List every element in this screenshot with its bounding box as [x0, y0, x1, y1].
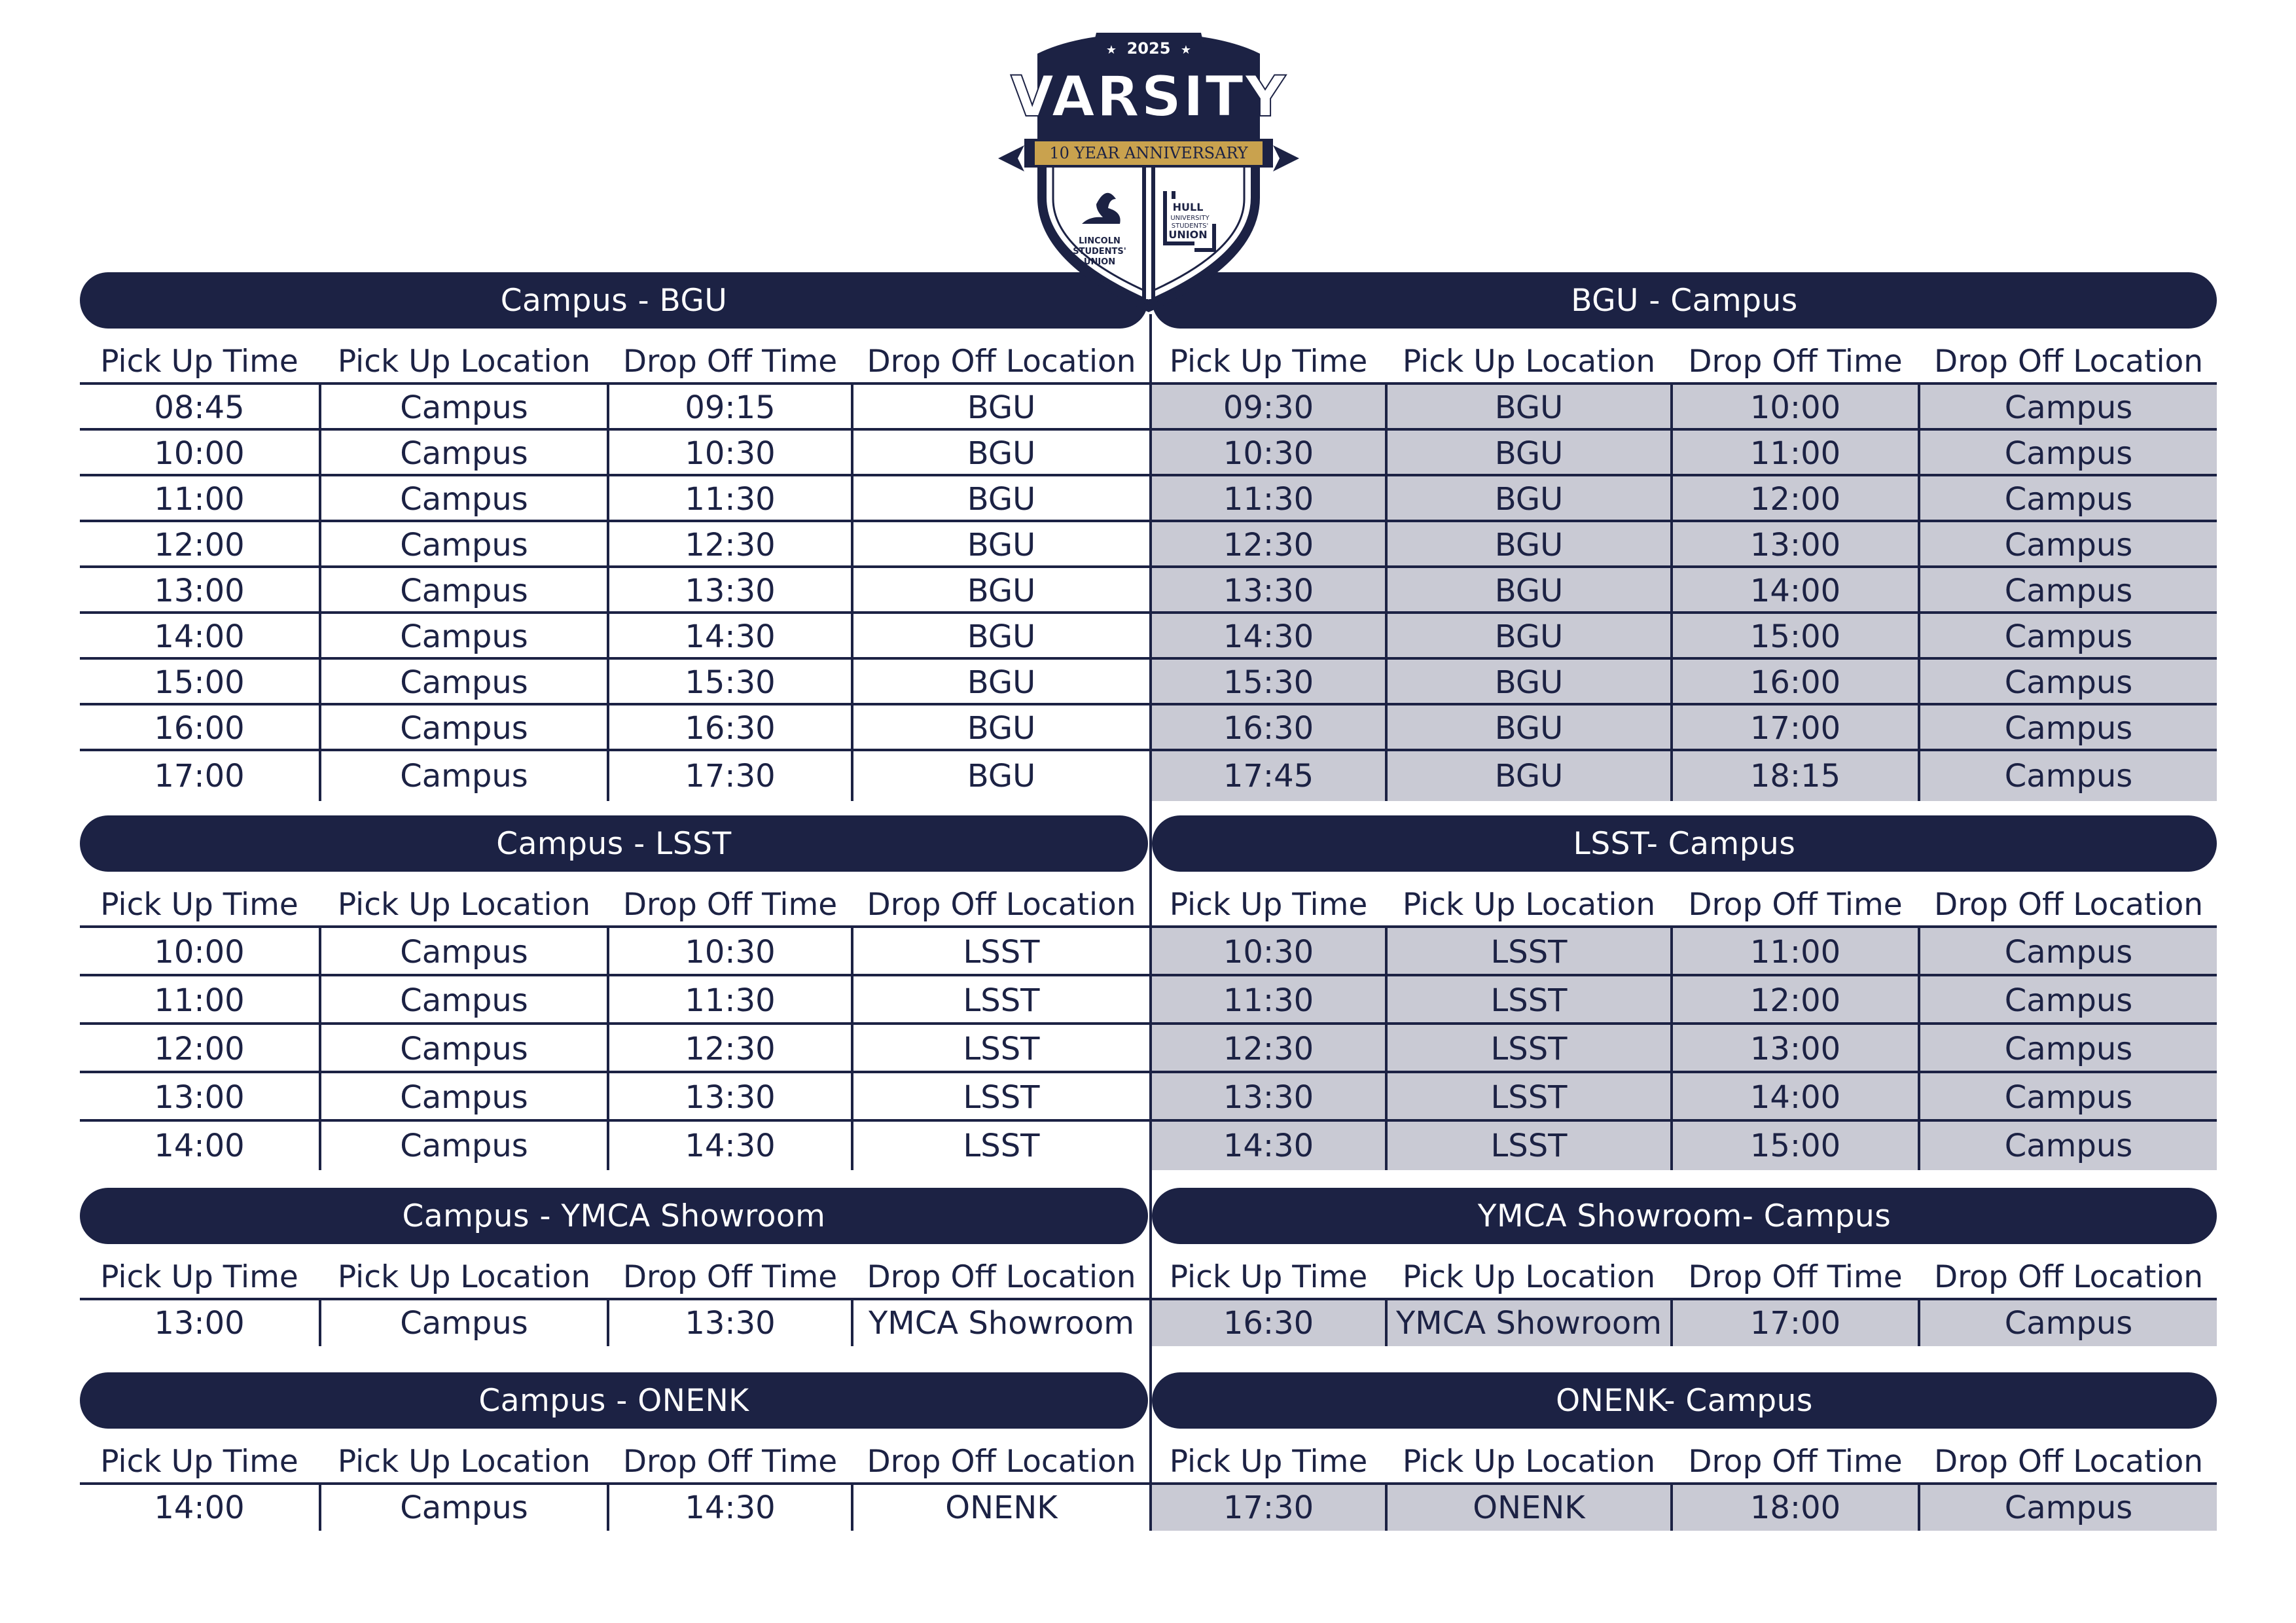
column-header: Pick Up Time [1169, 1444, 1368, 1480]
table-cell: Campus [400, 1489, 528, 1526]
return-route-title: ONENK- Campus [1152, 1372, 2217, 1429]
table-cell: BGU [1494, 618, 1564, 655]
table-cell: Campus [400, 573, 528, 609]
table-cell: Campus [2004, 758, 2133, 794]
table-cell: 14:30 [1223, 1128, 1314, 1164]
table-cell: 17:45 [1223, 758, 1314, 794]
table-cell: 15:30 [1223, 664, 1314, 701]
table-cell: Campus [400, 1031, 528, 1067]
table-cell: BGU [1494, 481, 1564, 518]
table-cell: 13:00 [1749, 1031, 1841, 1067]
table-row [80, 614, 2217, 660]
table-cell: 14:00 [154, 1128, 245, 1164]
table-cell: BGU [1494, 664, 1564, 701]
svg-text:LINCOLN: LINCOLN [1079, 236, 1121, 246]
table-cell: 17:00 [1749, 1305, 1841, 1342]
table-cell: BGU [967, 618, 1036, 655]
center-divider [1149, 314, 1152, 1525]
column-header: Drop Off Time [1688, 344, 1903, 380]
column-header: Pick Up Time [1169, 344, 1368, 380]
column-header: Drop Off Location [867, 1444, 1136, 1480]
table-cell: BGU [1494, 710, 1564, 747]
column-header: Drop Off Time [622, 1259, 838, 1295]
column-header: Pick Up Location [337, 1444, 591, 1480]
table-row [80, 476, 2217, 522]
table-row [80, 1073, 2217, 1122]
table-cell: Campus [2004, 1031, 2133, 1067]
column-header: Pick Up Time [1169, 1259, 1368, 1295]
table-cell: 10:00 [154, 435, 245, 472]
column-header: Drop Off Time [1688, 1444, 1903, 1480]
table-cell: BGU [967, 435, 1036, 472]
table-cell: 15:30 [685, 664, 776, 701]
table-cell: 11:30 [685, 982, 776, 1019]
logo-title: VARSITY [1010, 64, 1287, 130]
table-cell: 14:00 [1749, 1079, 1841, 1116]
table-cell: YMCA Showroom [1395, 1305, 1662, 1342]
table-cell: Campus [2004, 1489, 2133, 1526]
table-row [80, 568, 2217, 614]
svg-text:★: ★ [1105, 43, 1117, 57]
table-cell: 17:00 [154, 758, 245, 794]
table-cell: BGU [967, 527, 1036, 563]
table-cell: 15:00 [1749, 1128, 1841, 1164]
table-cell: 13:30 [685, 1079, 776, 1116]
column-header: Drop Off Location [867, 887, 1136, 923]
table-cell: 16:30 [1223, 1305, 1314, 1342]
table-cell: LSST [1490, 1031, 1568, 1067]
table-cell: 12:00 [154, 1031, 245, 1067]
table-cell: 11:00 [154, 982, 245, 1019]
table-cell: Campus [2004, 710, 2133, 747]
table-cell: 12:00 [1749, 982, 1841, 1019]
table-cell: BGU [1494, 435, 1564, 472]
table-cell: 17:30 [1223, 1489, 1314, 1526]
table-cell: Campus [2004, 664, 2133, 701]
svg-text:HULL: HULL [1172, 201, 1204, 213]
table-cell: BGU [967, 710, 1036, 747]
column-header: Pick Up Location [1402, 1444, 1656, 1480]
table-row [80, 1122, 2217, 1170]
table-cell: 11:00 [1749, 435, 1841, 472]
table-cell: 10:00 [154, 934, 245, 971]
column-header: Drop Off Time [622, 344, 838, 380]
table-cell: 11:30 [1223, 481, 1314, 518]
table-cell: Campus [400, 1079, 528, 1116]
table-cell: Campus [2004, 1079, 2133, 1116]
table-cell: Campus [2004, 1128, 2133, 1164]
logo-year: 2025 [1126, 39, 1171, 58]
table-cell: Campus [2004, 481, 2133, 518]
table-cell: 08:45 [154, 389, 245, 426]
table-cell: 18:00 [1749, 1489, 1841, 1526]
table-cell: 12:30 [1223, 1031, 1314, 1067]
table-cell: LSST [1490, 1079, 1568, 1116]
table-cell: 16:00 [154, 710, 245, 747]
column-header: Pick Up Location [337, 1259, 591, 1295]
table-cell: BGU [1494, 389, 1564, 426]
table-cell: Campus [2004, 1305, 2133, 1342]
table-cell: 10:30 [685, 934, 776, 971]
table-cell: 14:30 [685, 1128, 776, 1164]
table-cell: Campus [400, 758, 528, 794]
svg-text:★: ★ [1180, 43, 1192, 57]
table-cell: Campus [2004, 527, 2133, 563]
table-cell: 14:30 [685, 1489, 776, 1526]
table-cell: Campus [2004, 618, 2133, 655]
column-header: Pick Up Time [100, 887, 298, 923]
outbound-route-title: Campus - ONENK [80, 1372, 1148, 1429]
table-cell: BGU [1494, 573, 1564, 609]
table-cell: 11:00 [1749, 934, 1841, 971]
table-cell: BGU [1494, 527, 1564, 563]
svg-text:UNION: UNION [1168, 228, 1208, 241]
table-cell: LSST [1490, 934, 1568, 971]
svg-text:UNIVERSITY: UNIVERSITY [1170, 215, 1210, 222]
table-cell: 15:00 [1749, 618, 1841, 655]
table-cell: 12:30 [1223, 527, 1314, 563]
table-row [80, 522, 2217, 568]
table-cell: 11:30 [1223, 982, 1314, 1019]
table-cell: BGU [967, 389, 1036, 426]
table-cell: 14:00 [1749, 573, 1841, 609]
table-row [80, 1485, 2217, 1531]
table-cell: 10:30 [1223, 934, 1314, 971]
table-cell: ONENK [1473, 1489, 1585, 1526]
outbound-route-title: Campus - YMCA Showroom [80, 1188, 1148, 1244]
table-cell: 13:30 [685, 573, 776, 609]
table-cell: LSST [963, 1031, 1040, 1067]
table-cell: Campus [400, 389, 528, 426]
column-header: Drop Off Location [1933, 344, 2204, 380]
table-cell: Campus [2004, 982, 2133, 1019]
column-header: Pick Up Time [1169, 887, 1368, 923]
return-route-title: LSST- Campus [1152, 815, 2217, 872]
table-cell: 13:30 [685, 1305, 776, 1342]
table-cell: Campus [400, 481, 528, 518]
column-header: Drop Off Time [1688, 1259, 1903, 1295]
column-header-row [80, 329, 2217, 385]
column-header: Drop Off Time [622, 1444, 838, 1480]
table-row [80, 705, 2217, 751]
table-cell: 10:30 [685, 435, 776, 472]
column-header: Drop Off Location [867, 344, 1136, 380]
table-cell: 10:00 [1749, 389, 1841, 426]
table-cell: 13:00 [154, 1079, 245, 1116]
table-row [80, 928, 2217, 976]
column-header: Pick Up Time [100, 344, 298, 380]
column-header: Pick Up Location [1402, 344, 1656, 380]
table-cell: 16:00 [1749, 664, 1841, 701]
table-cell: 14:00 [154, 1489, 245, 1526]
table-cell: LSST [963, 934, 1040, 971]
column-header-row [80, 872, 2217, 928]
table-cell: Campus [2004, 435, 2133, 472]
table-cell: LSST [1490, 982, 1568, 1019]
table-cell: 11:30 [685, 481, 776, 518]
table-cell: 16:30 [1223, 710, 1314, 747]
varsity-logo [998, 27, 1299, 315]
table-cell: YMCA Showroom [868, 1305, 1135, 1342]
column-header: Pick Up Time [100, 1444, 298, 1480]
table-cell: ONENK [945, 1489, 1058, 1526]
table-cell: BGU [1494, 758, 1564, 794]
table-cell: Campus [400, 664, 528, 701]
table-cell: 10:30 [1223, 435, 1314, 472]
table-row [80, 751, 2217, 801]
column-header: Pick Up Location [1402, 1259, 1656, 1295]
table-row [80, 1300, 2217, 1346]
outbound-route-title: Campus - LSST [80, 815, 1148, 872]
column-header: Drop Off Time [1688, 887, 1903, 923]
table-cell: 09:30 [1223, 389, 1314, 426]
table-cell: 12:30 [685, 1031, 776, 1067]
table-cell: 13:30 [1223, 1079, 1314, 1116]
table-cell: Campus [2004, 934, 2133, 971]
table-cell: 15:00 [154, 664, 245, 701]
outbound-route-title: Campus - BGU [80, 272, 1148, 329]
column-header: Pick Up Location [337, 887, 591, 923]
table-cell: 09:15 [685, 389, 776, 426]
table-cell: 13:30 [1223, 573, 1314, 609]
column-header-row [80, 1429, 2217, 1485]
column-header: Drop Off Time [622, 887, 838, 923]
table-cell: 12:30 [685, 527, 776, 563]
table-cell: Campus [400, 934, 528, 971]
table-cell: 14:30 [685, 618, 776, 655]
return-route-title: BGU - Campus [1152, 272, 2217, 329]
table-cell: LSST [963, 982, 1040, 1019]
table-cell: Campus [400, 1128, 528, 1164]
table-row [80, 660, 2217, 705]
column-header: Pick Up Location [337, 344, 591, 380]
table-cell: 18:15 [1749, 758, 1841, 794]
table-row [80, 976, 2217, 1025]
table-cell: Campus [400, 710, 528, 747]
table-cell: 13:00 [1749, 527, 1841, 563]
table-cell: Campus [2004, 389, 2133, 426]
column-header: Drop Off Location [1933, 1444, 2204, 1480]
table-cell: Campus [400, 435, 528, 472]
table-row [80, 431, 2217, 476]
table-cell: BGU [967, 481, 1036, 518]
table-cell: Campus [400, 527, 528, 563]
table-cell: 14:30 [1223, 618, 1314, 655]
table-row [80, 1025, 2217, 1073]
table-row [80, 385, 2217, 431]
table-cell: BGU [967, 573, 1036, 609]
table-cell: Campus [400, 618, 528, 655]
svg-text:STUDENTS': STUDENTS' [1073, 247, 1126, 257]
svg-text:STUDENTS': STUDENTS' [1171, 223, 1209, 230]
table-cell: 16:30 [685, 710, 776, 747]
column-header: Drop Off Location [1933, 887, 2204, 923]
table-cell: Campus [400, 1305, 528, 1342]
logo-ribbon: 10 YEAR ANNIVERSARY [1049, 144, 1248, 162]
table-cell: 12:00 [154, 527, 245, 563]
table-cell: LSST [963, 1079, 1040, 1116]
table-cell: 13:00 [154, 1305, 245, 1342]
column-header-row [80, 1244, 2217, 1300]
return-route-title: YMCA Showroom- Campus [1152, 1188, 2217, 1244]
table-cell: BGU [967, 664, 1036, 701]
table-cell: LSST [963, 1128, 1040, 1164]
table-cell: 17:00 [1749, 710, 1841, 747]
table-cell: 17:30 [685, 758, 776, 794]
table-cell: 13:00 [154, 573, 245, 609]
column-header: Pick Up Time [100, 1259, 298, 1295]
table-cell: Campus [400, 982, 528, 1019]
table-cell: 12:00 [1749, 481, 1841, 518]
table-cell: Campus [2004, 573, 2133, 609]
column-header: Pick Up Location [1402, 887, 1656, 923]
column-header: Drop Off Location [1933, 1259, 2204, 1295]
table-cell: 11:00 [154, 481, 245, 518]
svg-text:UNION: UNION [1083, 257, 1116, 267]
table-cell: BGU [967, 758, 1036, 794]
table-cell: LSST [1490, 1128, 1568, 1164]
table-cell: 14:00 [154, 618, 245, 655]
column-header: Drop Off Location [867, 1259, 1136, 1295]
